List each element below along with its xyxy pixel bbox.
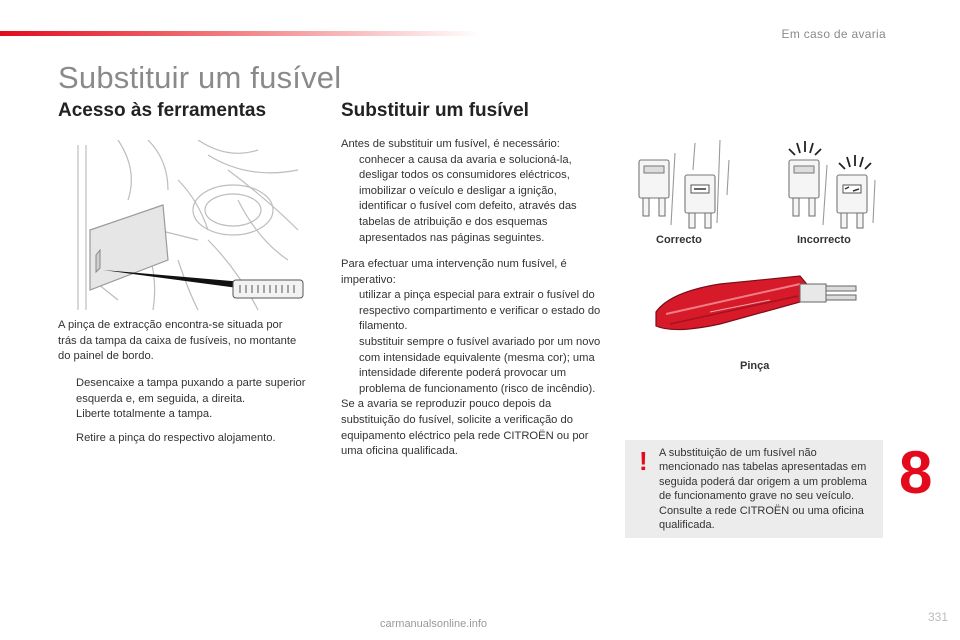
warning-box bbox=[625, 440, 883, 538]
pliers-illustration bbox=[650, 262, 870, 352]
pliers-drawing bbox=[650, 262, 870, 352]
list-item: conhecer a causa da avaria e solucioná-la, bbox=[359, 153, 572, 166]
fuse-box-illustration bbox=[58, 140, 308, 315]
list-item: Liberte totalmente a tampa. bbox=[76, 408, 213, 421]
fuse-incorrect-drawing bbox=[775, 135, 885, 230]
section-heading-replace: Substituir um fusível bbox=[341, 100, 529, 121]
tools-steps-list-2 bbox=[58, 431, 320, 447]
fuse-incorrect-illustration bbox=[775, 135, 885, 230]
chapter-title: Em caso de avaria bbox=[781, 27, 886, 41]
replace-intro: Antes de substituir um fusível, é necessário: bbox=[341, 138, 560, 150]
list-item: substituir sempre o fusível avariado por um novo com intensidade equivalente (mesma cor); uma intensidade diferente poderá provocar um problema de funcionamento (risco de incêndio). bbox=[359, 335, 601, 395]
warning-icon: ! bbox=[639, 446, 648, 476]
list-item: identificar o fusível com defeito, através das tabelas de atribuição e dos esquemas apresentados nas páginas seguintes. bbox=[359, 200, 577, 244]
fuse-correct-illustration bbox=[625, 135, 745, 230]
caption-incorrect: Incorrecto bbox=[797, 234, 851, 246]
caption-correct: Correcto bbox=[656, 234, 702, 246]
dashboard-drawing bbox=[58, 140, 308, 315]
procedure-intro: Para efectuar uma intervenção num fusível, é imperativo: bbox=[341, 258, 567, 286]
warning-text: A substituição de um fusível não mencionado nas tabelas apresentadas em seguida poderá dar origem a um problema de funcionamento grave no seu veículo. Consulte a rede CITROËN ou uma oficina qualificada. bbox=[659, 447, 867, 532]
header-accent-bar bbox=[0, 31, 480, 36]
list-item: utilizar a pinça especial para extrair o fusível do respectivo compartimento e verificar o estado do filamento. bbox=[359, 289, 601, 333]
tools-steps-list bbox=[58, 376, 320, 423]
procedure-outro: Se a avaria se reproduzir pouco depois da substituição do fusível, solicite a verificação do equipamento eléctrico pela rede CITROËN ou por uma oficina qualificada. bbox=[341, 398, 589, 458]
section-heading-tools: Acesso às ferramentas bbox=[58, 100, 267, 121]
list-item: Desencaixe a tampa puxando a parte superior esquerda e, em seguida, a direita. bbox=[76, 377, 306, 405]
watermark: carmanualsonline.info bbox=[380, 618, 488, 630]
page-title: Substituir um fusível bbox=[58, 60, 342, 95]
caption-pliers: Pinça bbox=[740, 360, 770, 372]
tools-intro: A pinça de extracção encontra-se situada por trás da tampa da caixa de fusíveis, no montante do painel de bordo. bbox=[58, 319, 297, 363]
replace-procedure bbox=[341, 257, 603, 460]
list-item: imobilizar o veículo e desligar a ignição, bbox=[359, 184, 557, 197]
replace-requirements bbox=[341, 137, 603, 246]
page-number: 331 bbox=[927, 610, 948, 624]
list-item: Retire a pinça do respectivo alojamento. bbox=[76, 432, 276, 444]
fuse-correct-drawing bbox=[625, 135, 745, 230]
chapter-number: 8 bbox=[899, 439, 933, 506]
tools-intro-text bbox=[58, 318, 298, 365]
list-item: desligar todos os consumidores eléctricos, bbox=[359, 169, 570, 182]
